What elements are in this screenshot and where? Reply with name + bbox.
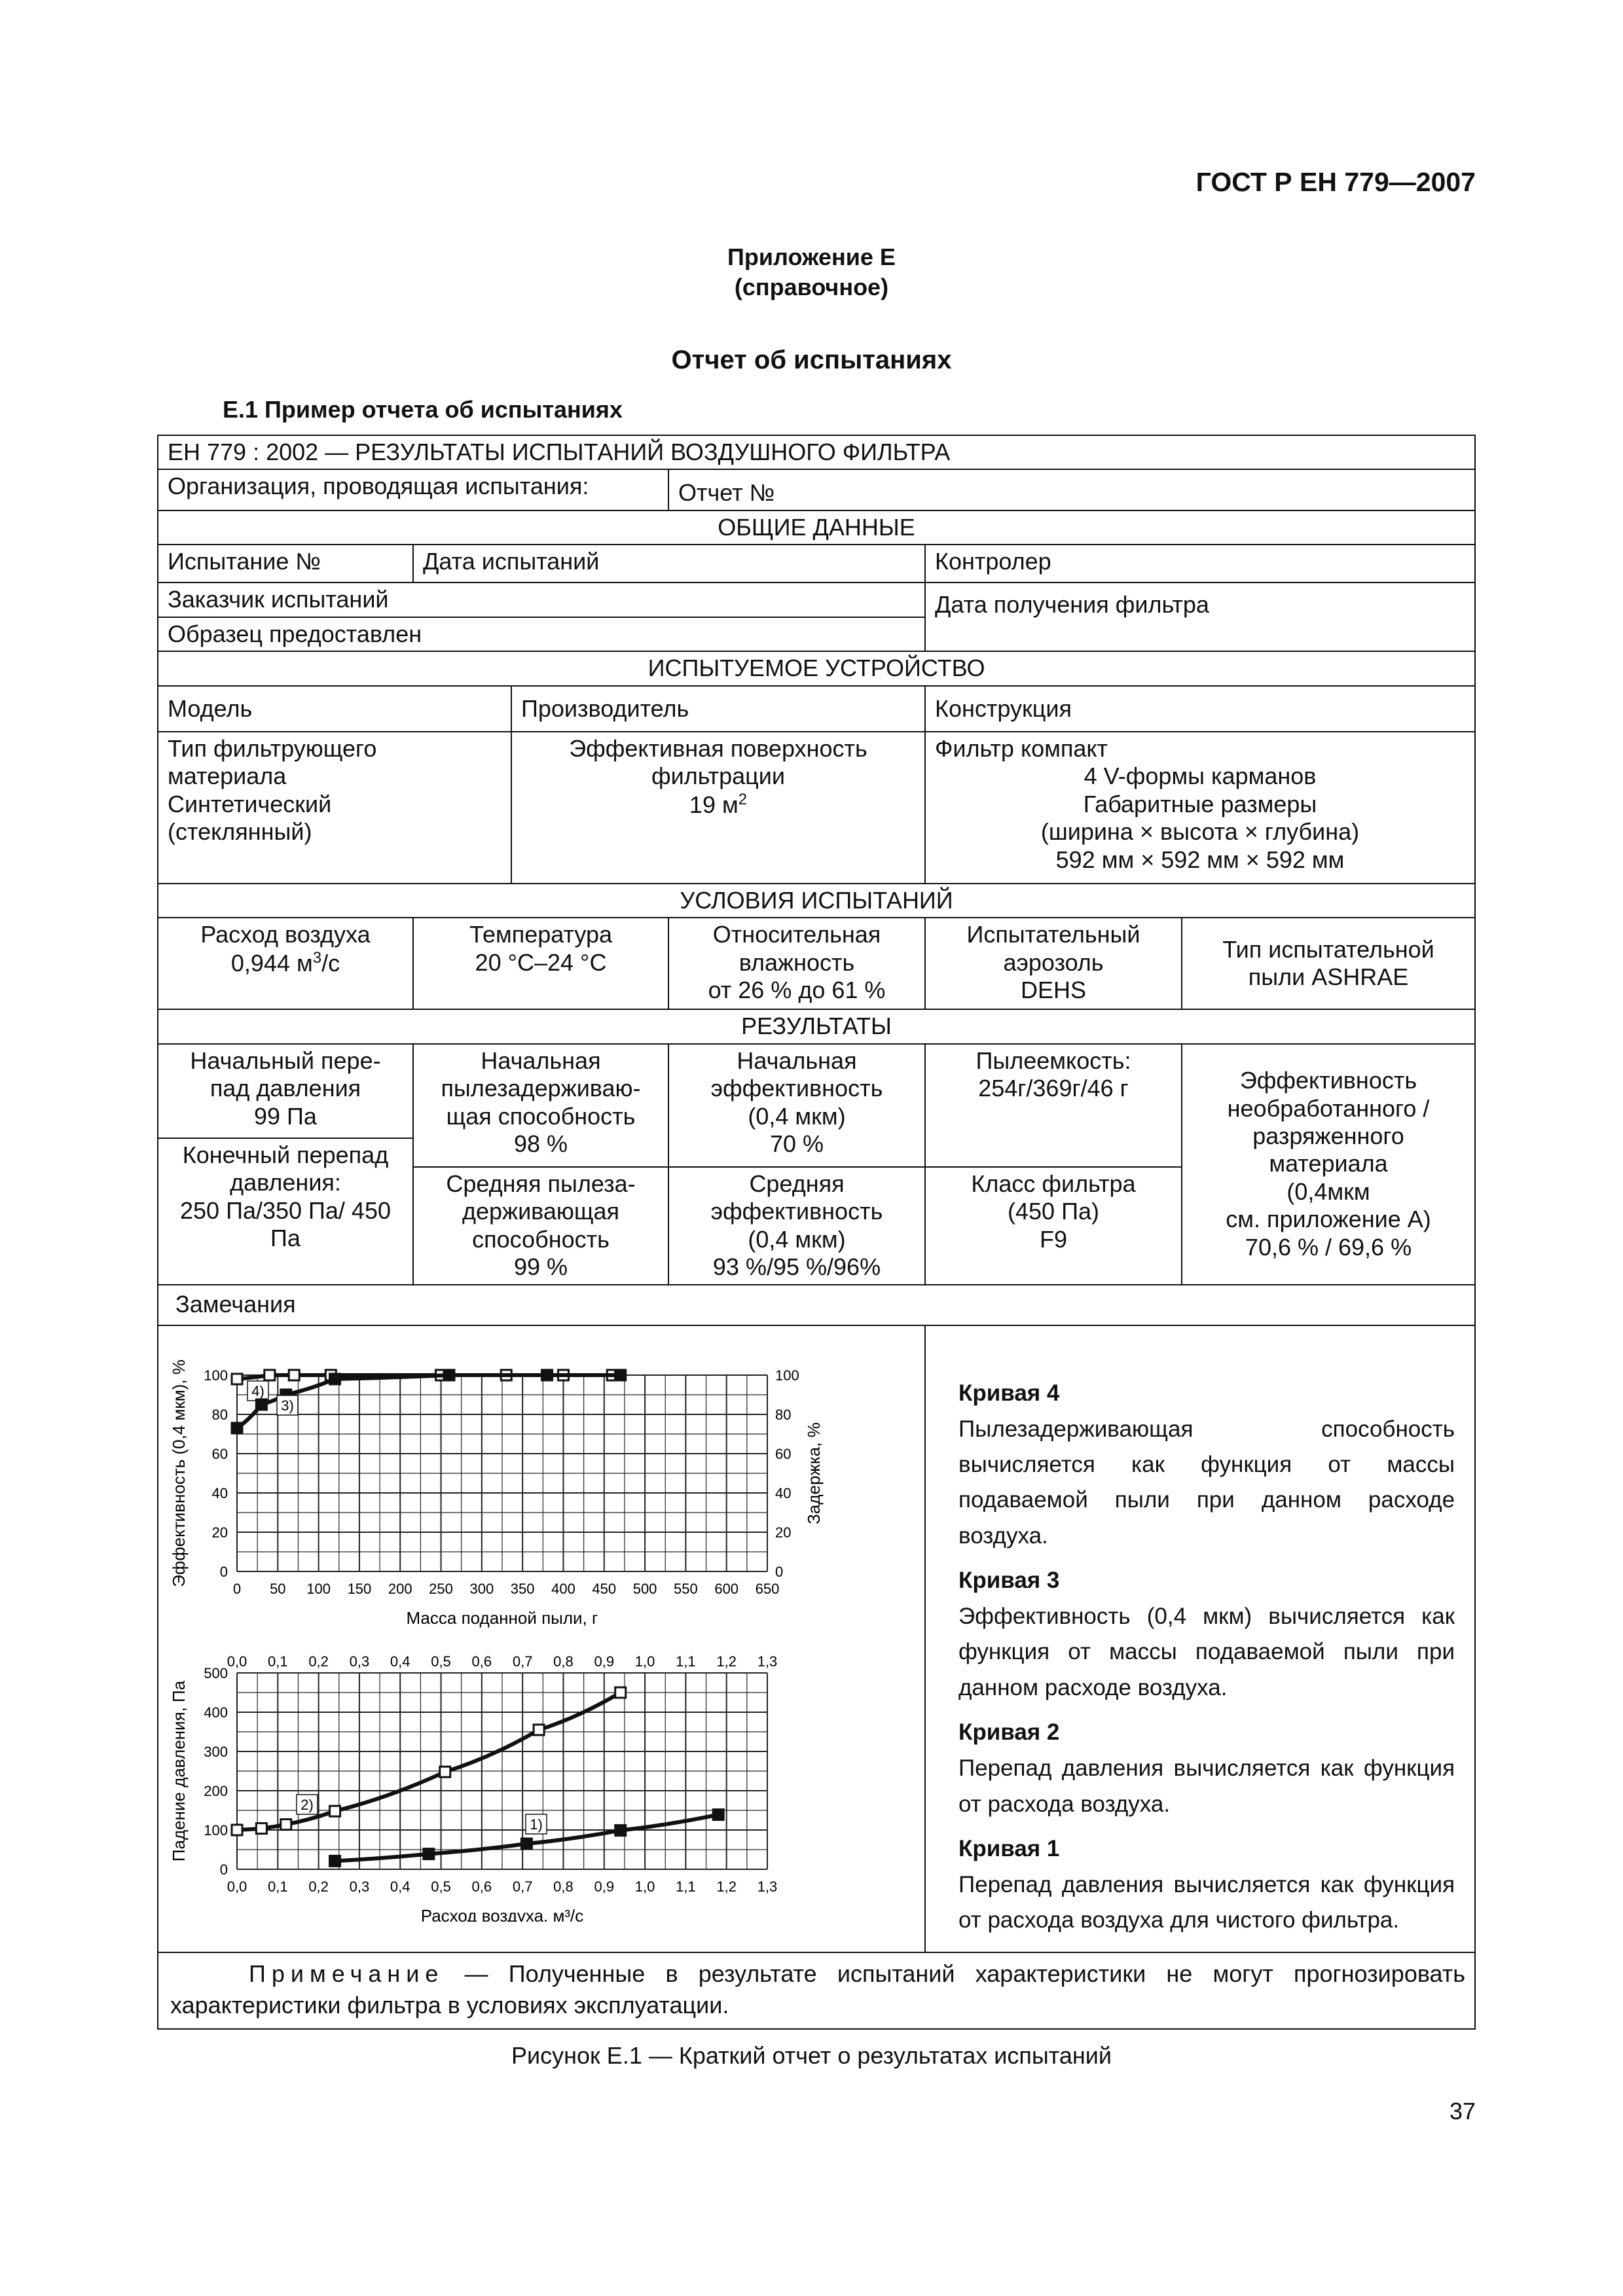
humidity-label: влажность — [739, 948, 855, 976]
x-tick-label: 0,5 — [431, 1878, 451, 1895]
x-tick-label: 1,1 — [676, 1878, 696, 1895]
untreated-efficiency-value: 70,6 % / 69,6 % — [1245, 1233, 1412, 1261]
temperature-cell — [413, 918, 668, 1009]
humidity-label: Относительная — [712, 921, 881, 948]
y-tick-label: 200 — [204, 1782, 228, 1799]
x-axis-label: Масса поданной пыли, г — [406, 1607, 598, 1628]
filter-class-value: F9 — [1039, 1225, 1067, 1253]
average-arrestance-cell — [413, 1167, 668, 1285]
x-tick-label: 1,0 — [634, 1878, 655, 1895]
x-tick-label: 450 — [592, 1580, 617, 1597]
series-label: 1) — [530, 1816, 543, 1833]
test-device-header: ИСПЫТУЕМОЕ УСТРОЙСТВО — [158, 651, 1475, 685]
average-efficiency-cell — [668, 1167, 925, 1285]
media-type-line: Тип фильтрующего — [168, 734, 377, 762]
construction-line: 4 V-формы карманов — [1084, 762, 1317, 790]
x-tick-label: 1,0 — [634, 1653, 655, 1670]
data-point — [615, 1687, 626, 1698]
curve-title: Кривая 3 — [958, 1567, 1060, 1593]
y2-tick-label: 60 — [775, 1445, 792, 1462]
x-tick-label: 0,8 — [553, 1878, 574, 1895]
initial-arrestance-label: щая способность — [446, 1102, 636, 1130]
data-point — [330, 1856, 340, 1866]
initial-pressure-drop-value: 99 Па — [254, 1102, 317, 1130]
results-header: РЕЗУЛЬТАТЫ — [158, 1009, 1475, 1043]
final-pressure-drop-label: давления: — [230, 1169, 341, 1196]
data-point — [521, 1839, 532, 1849]
y-axis-label: Эффективность (0,4 мкм), % — [169, 1359, 189, 1587]
untreated-efficiency-label: Эффективность — [1239, 1067, 1417, 1094]
x-tick-label: 550 — [674, 1580, 698, 1597]
appendix-title: Приложение E — [727, 243, 896, 270]
table-title: ЕН 779 : 2002 — РЕЗУЛЬТАТЫ ИСПЫТАНИЙ ВОЗДУШНОГО ФИЛЬТРА — [158, 435, 1475, 469]
initial-arrestance-label: пылезадерживаю- — [441, 1075, 641, 1102]
initial-pressure-drop-cell — [158, 1044, 413, 1138]
untreated-efficiency-label: материала — [1269, 1150, 1388, 1177]
x-tick-label: 100 — [306, 1580, 331, 1597]
y-tick-label: 100 — [204, 1367, 228, 1384]
y-tick-label: 400 — [204, 1704, 228, 1721]
x-tick-label: 0,9 — [594, 1878, 615, 1895]
media-type-line: (стеклянный) — [168, 818, 312, 846]
figure-caption: Рисунок Е.1 — Краткий отчет о результатах испытаний — [511, 2042, 1112, 2069]
media-type-line: материала — [168, 762, 287, 790]
y-axis-label: Падение давления, Па — [169, 1680, 189, 1861]
curve-description: Перепад давления вычисляется как функция от расхода воздуха. — [958, 1755, 1455, 1817]
untreated-efficiency-label: см. приложение А) — [1226, 1206, 1431, 1233]
initial-pressure-drop-label: пад давления — [210, 1075, 361, 1102]
report-no-label: Отчет № — [668, 469, 1475, 510]
curve-title: Кривая 4 — [958, 1380, 1060, 1406]
aerosol-label: Испытательный — [966, 921, 1140, 948]
y-tick-label: 40 — [211, 1484, 228, 1501]
initial-arrestance-cell — [413, 1044, 668, 1167]
data-point — [289, 1370, 299, 1380]
dust-type-label: пыли ASHRAE — [1248, 963, 1409, 991]
temperature-label: Температура — [469, 921, 613, 948]
aerosol-label: аэрозоль — [1003, 948, 1104, 976]
data-point — [424, 1848, 434, 1859]
note-text: — Полученные в результате испытаний характеристики не могут прогнозировать характеристики фильтра в условиях эксплуатации. — [170, 1960, 1466, 2019]
data-point — [440, 1767, 450, 1777]
construction-cell — [925, 732, 1475, 884]
x-tick-label: 0,2 — [308, 1878, 329, 1895]
initial-efficiency-label: (0,4 мкм) — [748, 1102, 846, 1130]
media-type-line: Синтетический — [168, 790, 332, 817]
curve-title: Кривая 2 — [958, 1719, 1060, 1745]
curves-description — [925, 1325, 1475, 1952]
x-tick-label: 0,0 — [227, 1878, 247, 1895]
y-tick-label: 0 — [219, 1563, 228, 1580]
final-pressure-drop-cell — [158, 1138, 413, 1285]
remarks-label: Замечания — [158, 1285, 1475, 1325]
data-point — [256, 1823, 266, 1833]
final-pressure-drop-value: Па — [270, 1225, 301, 1252]
note-cell — [158, 1952, 1475, 2029]
x-tick-label: 1,1 — [676, 1653, 696, 1670]
construction-line: 592 мм × 592 мм × 592 мм — [1055, 846, 1345, 873]
filter-receipt-date-label: Дата получения фильтра — [925, 583, 1475, 651]
y2-tick-label: 0 — [775, 1563, 784, 1580]
sample-provided-label: Образец предоставлен — [158, 617, 925, 651]
x-tick-label: 0,9 — [594, 1653, 615, 1670]
dust-capacity-value: 254г/369г/46 г — [978, 1075, 1129, 1102]
data-point — [264, 1370, 275, 1380]
average-efficiency-value: 93 %/95 %/96% — [712, 1253, 881, 1281]
x-tick-label: 350 — [510, 1580, 535, 1597]
general-data-header: ОБЩИЕ ДАННЫЕ — [158, 511, 1475, 545]
test-no-label: Испытание № — [158, 545, 413, 583]
filter-class-label: (450 Па) — [1008, 1198, 1099, 1225]
charts-cell — [158, 1325, 925, 1952]
humidity-value: от 26 % до 61 % — [708, 977, 886, 1004]
x-tick-label: 650 — [755, 1580, 780, 1597]
x-tick-label: 0,7 — [512, 1653, 533, 1670]
y2-tick-label: 20 — [775, 1524, 792, 1541]
x-tick-label: 1,2 — [716, 1653, 737, 1670]
organization-label: Организация, проводящая испытания: — [158, 469, 668, 510]
y2-tick-label: 40 — [775, 1484, 792, 1501]
initial-efficiency-label: эффективность — [710, 1075, 883, 1102]
appendix-note: (справочное) — [734, 274, 889, 300]
untreated-efficiency-label: разряженного — [1252, 1122, 1404, 1149]
data-point — [232, 1374, 242, 1384]
x-tick-label: 0,6 — [471, 1878, 492, 1895]
data-point — [615, 1370, 626, 1380]
humidity-cell — [668, 918, 925, 1009]
dust-capacity-label: Пылеемкость: — [976, 1047, 1131, 1074]
data-point — [281, 1819, 291, 1829]
average-arrestance-label: держивающая — [462, 1198, 620, 1225]
airflow-label: Расход воздуха — [200, 921, 371, 948]
x-tick-label: 250 — [429, 1580, 453, 1597]
x-tick-label: 0,3 — [349, 1653, 370, 1670]
x-tick-label: 500 — [632, 1580, 657, 1597]
manufacturer-label: Производитель — [511, 686, 925, 732]
average-efficiency-label: эффективность — [710, 1198, 883, 1225]
data-point — [256, 1399, 266, 1410]
construction-line: Габаритные размеры — [1083, 790, 1317, 817]
series-label: 2) — [301, 1796, 314, 1813]
curve-title: Кривая 1 — [958, 1835, 1060, 1861]
page-number: 37 — [1449, 2098, 1476, 2125]
dust-capacity-cell — [925, 1044, 1182, 1167]
dust-type-cell — [1182, 918, 1475, 1009]
x-tick-label: 0,2 — [308, 1653, 329, 1670]
section-title: Отчет об испытаниях — [671, 346, 952, 374]
initial-efficiency-value: 70 % — [769, 1130, 824, 1158]
average-arrestance-label: способность — [472, 1225, 610, 1253]
data-point — [330, 1374, 340, 1384]
dust-type-label: Тип испытательной — [1222, 935, 1434, 963]
x-tick-label: 0,4 — [390, 1878, 410, 1895]
untreated-efficiency-label: (0,4мкм — [1286, 1177, 1370, 1205]
y-tick-label: 500 — [204, 1664, 228, 1681]
x-tick-label: 0 — [232, 1580, 242, 1597]
subsection-title: Е.1 Пример отчета об испытаниях — [223, 396, 623, 423]
series-label: 3) — [281, 1397, 294, 1414]
x-tick-label: 0,1 — [268, 1878, 288, 1895]
x-tick-label: 0,4 — [390, 1653, 410, 1670]
y-tick-label: 300 — [204, 1743, 228, 1760]
x-tick-label: 0,5 — [431, 1653, 451, 1670]
x-tick-label: 0,7 — [512, 1878, 533, 1895]
data-point — [232, 1423, 242, 1433]
filter-area-value: 19 $м^2$ — [689, 790, 748, 818]
x-tick-label: 0,8 — [553, 1653, 574, 1670]
airflow-value: 0,944 $м^3/с$ — [230, 948, 340, 977]
data-point — [444, 1370, 454, 1380]
y-tick-label: 20 — [211, 1524, 228, 1541]
filter-class-cell — [925, 1167, 1182, 1285]
initial-efficiency-cell — [668, 1044, 925, 1167]
initial-efficiency-label: Начальная — [737, 1047, 857, 1074]
untreated-efficiency-cell — [1182, 1044, 1475, 1285]
x-tick-label: 50 — [270, 1580, 286, 1597]
y-tick-label: 0 — [219, 1861, 228, 1878]
x-axis-label: Расход воздуха, м³/с — [420, 1905, 584, 1922]
aerosol-cell — [925, 918, 1182, 1009]
temperature-value: 20 °С–24 °С — [475, 948, 607, 976]
average-arrestance-label: Средняя пылеза- — [446, 1170, 636, 1197]
construction-line: (ширина × высота × глубина) — [1040, 818, 1360, 846]
x-tick-label: 1,2 — [716, 1878, 737, 1895]
x-tick-label: 150 — [347, 1580, 372, 1597]
x-tick-label: 200 — [388, 1580, 412, 1597]
airflow-cell — [158, 918, 413, 1009]
x-tick-label: 0,1 — [268, 1653, 288, 1670]
test-charts — [158, 1326, 852, 1922]
controller-label: Контролер — [925, 545, 1475, 583]
standard-header: ГОСТ Р ЕН 779—2007 — [1195, 167, 1476, 197]
y-tick-label: 100 — [204, 1821, 228, 1839]
construction-line: Фильтр компакт — [935, 734, 1108, 762]
curve-description: Эффективность (0,4 мкм) вычисляется как функция от массы подаваемой пыли при данном расходе воздуха. — [958, 1604, 1455, 1700]
series-label: 4) — [251, 1382, 264, 1399]
x-tick-label: 600 — [714, 1580, 739, 1597]
x-tick-label: 1,3 — [757, 1653, 778, 1670]
note-label: Примечание — [249, 1960, 445, 1987]
curve-description: Пылезадерживающая способность вычисляется как функция от массы подаваемой пыли при данном расходе воздуха. — [958, 1416, 1455, 1549]
data-point — [713, 1809, 723, 1820]
construction-label: Конструкция — [925, 686, 1475, 732]
y-tick-label: 80 — [211, 1406, 228, 1423]
y-tick-label: 60 — [211, 1445, 228, 1462]
curves-list — [958, 1380, 1455, 1939]
model-label: Модель — [158, 686, 511, 732]
x-tick-label: 0,3 — [349, 1878, 370, 1895]
filter-area-line: фильтрации — [651, 762, 786, 790]
data-point — [534, 1725, 544, 1735]
data-point — [330, 1806, 340, 1816]
average-efficiency-label: (0,4 мкм) — [748, 1225, 846, 1253]
filter-class-label: Класс фильтра — [971, 1170, 1136, 1197]
x-tick-label: 0,6 — [471, 1653, 492, 1670]
test-date-label: Дата испытаний — [413, 545, 925, 583]
x-tick-label: 300 — [469, 1580, 494, 1597]
data-point — [542, 1370, 553, 1380]
initial-arrestance-value: 98 % — [513, 1130, 568, 1158]
average-arrestance-value: 99 % — [513, 1253, 568, 1281]
final-pressure-drop-value: 250 Па/350 Па/ 450 — [180, 1196, 391, 1224]
curve-description: Перепад давления вычисляется как функция от расхода воздуха для чистого фильтра. — [958, 1872, 1455, 1933]
y2-tick-label: 100 — [775, 1367, 799, 1384]
aerosol-value: DEHS — [1020, 977, 1087, 1004]
media-type-cell — [158, 732, 511, 884]
average-efficiency-label: Средняя — [749, 1170, 845, 1197]
y2-axis-label: Задержка, % — [804, 1422, 824, 1524]
y2-tick-label: 80 — [775, 1406, 792, 1423]
data-point — [615, 1825, 626, 1835]
untreated-efficiency-label: необработанного / — [1227, 1094, 1430, 1122]
x-tick-label: 0,0 — [227, 1653, 247, 1670]
initial-pressure-drop-label: Начальный пере- — [190, 1047, 381, 1074]
data-point — [232, 1825, 242, 1835]
initial-arrestance-label: Начальная — [481, 1047, 601, 1074]
final-pressure-drop-label: Конечный перепад — [182, 1141, 389, 1168]
conditions-header: УСЛОВИЯ ИСПЫТАНИЙ — [158, 884, 1475, 918]
report-table — [157, 435, 1476, 2030]
x-tick-label: 400 — [551, 1580, 575, 1597]
customer-label: Заказчик испытаний — [158, 583, 925, 617]
filter-area-line: Эффективная поверхность — [569, 734, 867, 762]
x-tick-label: 1,3 — [757, 1878, 778, 1895]
filter-area-cell — [511, 732, 925, 884]
